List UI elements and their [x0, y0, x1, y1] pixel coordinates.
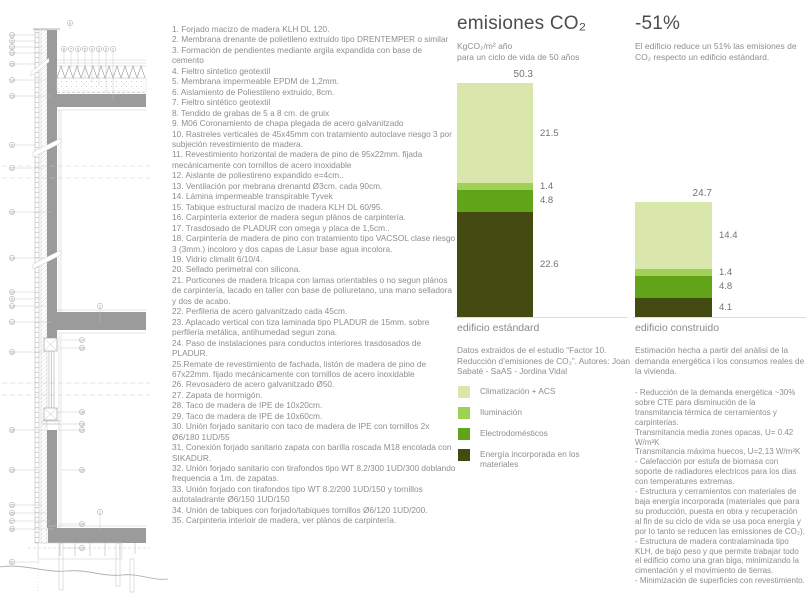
chart-title: emisiones CO₂: [457, 13, 587, 34]
svg-text:18: 18: [80, 410, 84, 415]
callout: [9, 77, 14, 82]
construction-detail-drawing: [0, 0, 172, 600]
note-item: Transmitancia máxima huecos, U=2.13 W/m²K: [635, 447, 801, 457]
callout: [9, 93, 14, 98]
legend-item: [458, 386, 605, 398]
legend-label: Electrodomésticos: [480, 428, 548, 438]
svg-text:9: 9: [69, 21, 71, 26]
bar-segment: [635, 276, 712, 298]
svg-text:6: 6: [77, 47, 79, 52]
roof-assembly: [57, 60, 146, 110]
materials-item: 30. Unión forjado sanitario con taco de madera de IPE con tornillos 2x Ø6/180 1UD/55: [172, 421, 430, 442]
materials-item: 21. Porticones de madera tricapa con lamas orientables o no segun plános de carpintería, lacado en taller con base de poliuretano, una mano selladora y dos de acabo.: [172, 274, 452, 306]
svg-text:25: 25: [10, 62, 14, 67]
svg-text:1: 1: [112, 47, 114, 52]
materials-item: 19. Vidrio climalit 6/10/4.: [172, 253, 263, 264]
callout: [9, 303, 14, 308]
callout: [75, 46, 80, 51]
materials-item: 13. Ventilación por mebrana drenantd Ø3cm. cada 90cm.: [172, 180, 383, 191]
svg-text:3: 3: [98, 47, 100, 52]
svg-text:14: 14: [10, 256, 14, 261]
materials-item: 27. Zapata de hormigón.: [172, 389, 263, 400]
svg-text:2: 2: [105, 47, 107, 52]
estimation-notes: [635, 388, 805, 586]
chart-lifecycle: para un ciclo de vida de 50 años: [457, 52, 580, 62]
callout: [9, 44, 14, 49]
callout: [9, 349, 14, 354]
svg-text:31: 31: [10, 560, 14, 565]
bar-segment: [635, 202, 712, 269]
callout: [9, 319, 14, 324]
legend-item: [458, 449, 605, 470]
svg-text:12: 12: [10, 45, 14, 50]
svg-text:10: 10: [10, 290, 14, 295]
legend-color-chip: [458, 428, 470, 440]
callout: [9, 510, 14, 515]
note-item: Transmitancia media zones opacas, U= 0.42 W/m²K: [635, 427, 794, 447]
materials-item: 22. Perfileria de acero galvanitzado cada 45cm.: [172, 306, 348, 317]
callout: [79, 337, 84, 342]
ground-line: [0, 566, 168, 579]
legend-label: Energía incorporada en los materiales: [480, 449, 580, 470]
svg-text:15: 15: [10, 210, 14, 215]
materials-item: 12. Aislante de poliestireno expandido e=4cm..: [172, 170, 344, 181]
materials-item: 20. Sellado perimetral con silicona.: [172, 264, 301, 275]
svg-text:13: 13: [10, 51, 14, 56]
svg-text:15: 15: [10, 468, 14, 473]
svg-text:1: 1: [99, 304, 101, 309]
bar-segment: [457, 212, 533, 317]
materials-item: 4. Fieltro sintetico geotextil: [172, 65, 271, 76]
svg-text:20: 20: [80, 428, 84, 433]
materials-item: 18. Carpintería de madera de pino con tratamiento tipo VACSOL clase riesgo 3 (3mm.) incoloro y dos capas de Lasur base agua incolora.: [172, 233, 456, 254]
wall-assembly: [33, 29, 61, 543]
materials-item: 11. Revestimiento horizontal de madera de pino de 95x22mm. fijada mecánicamente con tornillos de acero inoxidable: [172, 149, 423, 170]
bar-segment: [457, 83, 533, 183]
svg-text:15: 15: [10, 94, 14, 99]
baseline: [633, 317, 806, 318]
segment-value-label: 21.5: [540, 127, 559, 139]
baseline: [455, 317, 628, 318]
note-item: - Estructura y cerramientos con materiales de baja energía incorporada (materiales que para su producción, puesta en obra y recuperación al fin de su ciclo de vida se usa poca energía y por lo tanto se reducen las emissiones de CO₂).: [635, 487, 805, 536]
svg-text:22: 22: [10, 503, 14, 508]
reduction-text: El edificio reduce un 51% las emisiones de CO₂ respecto un edificio estándard.: [635, 41, 797, 63]
svg-text:8: 8: [63, 47, 65, 52]
bar-segment: [457, 190, 533, 212]
legend-color-chip: [458, 407, 470, 419]
svg-text:35: 35: [80, 468, 84, 473]
bar-total-label: 50.3: [513, 69, 533, 81]
note-item: - Estructura de madera contralaminada tipo KLH, de bajo peso y que permite trabajar todo el edificio como una gran biga, minimizando la cimentación y el movimiento de tierras.: [635, 536, 800, 576]
callout: [79, 427, 84, 432]
source-note: Datos extraidos de el estudio “Factor 10. Reducción d’emisiones de CO₂”. Autores: Joan Sabaté - SaAS - Jordina Vidal: [457, 345, 630, 377]
callout: [9, 255, 14, 260]
svg-text:28: 28: [10, 527, 14, 532]
segment-value-label: 14.4: [719, 230, 738, 242]
callout: [103, 46, 108, 51]
estimation-intro: Estimación hecha a partir del anàlisi de la demanda energética i los consumos reales de la vivienda.: [635, 345, 805, 377]
materials-item: 26. Revosadero de acero galvanitzado Ø50.: [172, 379, 335, 390]
materials-item: 31. Conexión forjado sanitario zapata con barilla roscada M18 encolada con SIKADUR.: [172, 442, 452, 463]
foundation: [0, 526, 168, 593]
materials-item: 34. Unión de tabiques con forjado/tabiques tornillos Ø6/120 1UD/200.: [172, 504, 428, 515]
materials-item: 32. Unión forjado sanitario con tirafondos tipo WT 8.2/300 1UD/300 doblando frequencia a 1m. de zapatas.: [172, 463, 456, 484]
chart-units: KgCO₂/m² año: [457, 41, 513, 51]
materials-legend-list: [172, 24, 456, 526]
svg-text:23: 23: [80, 346, 84, 351]
svg-text:13: 13: [10, 304, 14, 309]
callout: [9, 518, 14, 523]
callout: [82, 46, 87, 51]
callout: [9, 142, 14, 147]
svg-text:11: 11: [10, 39, 14, 44]
callout: [79, 467, 84, 472]
svg-text:12: 12: [10, 320, 14, 325]
callout: [79, 409, 84, 414]
callout: [79, 345, 84, 350]
segment-value-label: 1.4: [540, 180, 554, 192]
legend-item: [458, 428, 605, 440]
chart-legend: [458, 386, 605, 479]
callout: [89, 46, 94, 51]
bar-segment: [635, 298, 712, 317]
svg-text:7: 7: [70, 47, 72, 52]
materials-item: 14. Lámina impermeable transpirable Tyvek: [172, 191, 333, 202]
segment-value-label: 22.6: [540, 258, 559, 270]
materials-item: 7. Fieltro sintético geotextil: [172, 97, 271, 108]
materials-item: 28. Taco de madera de IPE de 10x20cm.: [172, 400, 323, 411]
callout: [79, 421, 84, 426]
svg-text:19: 19: [80, 422, 84, 427]
reduction-headline: -51%: [635, 13, 681, 34]
segment-value-label: 4.1: [719, 301, 733, 313]
materials-item: 29. Taco de madera de IPE de 10x60cm.: [172, 410, 323, 421]
callout: [97, 303, 102, 308]
materials-item: 23. Aplacado vertical con tiza laminada tipo PLADUR de 15mm. sobre perfileria metálica, antihumedad segun zona.: [172, 316, 430, 338]
legend-color-chip: [458, 449, 470, 461]
callout: [79, 545, 84, 550]
materials-item: 17. Trasdosado de PLADUR con omega y placa de 1,5cm..: [172, 222, 390, 233]
materials-item: 35. Carpinteria interioir de madera, ver plános de carpintería.: [172, 515, 397, 526]
callout: [9, 296, 14, 301]
note-item: - Calefacción por estufa de biomasa con soporte de radiadores electricos para los dias con temperatures extremas.: [635, 457, 797, 487]
svg-text:30: 30: [80, 522, 84, 527]
callout: [9, 526, 14, 531]
callout: [9, 38, 14, 43]
bar-total-label: 24.7: [692, 188, 712, 200]
bar-edificio-construido: [635, 188, 738, 317]
svg-text:16: 16: [10, 350, 14, 355]
materials-item: 25.Remate de revestimiento de fachada, listón de madera de pino de 67x22mm. fijado mecánicamente con tornillos de acero inoxidable: [172, 358, 427, 379]
callout: [9, 467, 14, 472]
callout: [79, 521, 84, 526]
legend-label: Climatización + ACS: [480, 386, 556, 396]
callout: [9, 502, 14, 507]
segment-value-label: 4.8: [719, 281, 733, 293]
callout: [67, 20, 72, 25]
bar-segment: [635, 269, 712, 276]
callout: [96, 46, 101, 51]
callout: [9, 50, 14, 55]
materials-item: 1. Forjado macizo de madera KLH DL 120.: [172, 24, 330, 34]
legend-color-chip: [458, 386, 470, 398]
svg-text:26: 26: [10, 511, 14, 516]
callout: [9, 209, 14, 214]
materials-item: 5. Membrana impermeable EPDM de 1,2mm.: [172, 76, 339, 87]
materials-item: 3. Formación de pendientes mediante argila expandida con base de cemento: [172, 44, 422, 66]
materials-item: 8. Tendido de grabas de 5 a 8 cm. de gruix: [172, 107, 330, 118]
legend-item: [458, 407, 605, 419]
legend-label: Iluminación: [480, 407, 522, 417]
callout: [61, 46, 66, 51]
materials-item: 10. Rastreles verticales de 45x45mm con tratamiento autoclave riesgo 3 por subjeción revestimiento de madera.: [172, 128, 452, 149]
svg-text:33: 33: [80, 546, 84, 551]
materials-item: 2. Membrana drenante de polietileno extruido tipo DRENTEMPER o similar: [172, 34, 449, 45]
materials-item: 9. M06 Coronamiento de chapa plegada de acero galvanitzado: [172, 118, 404, 129]
callout: [9, 32, 14, 37]
materials-item: 15. Tabique estructural macizo de madera KLH DL 60/95.: [172, 201, 383, 212]
callout: [9, 289, 14, 294]
materials-item: 6. Aislamiento de Poliestileno extruido, 8cm.: [172, 86, 335, 97]
svg-text:18: 18: [10, 428, 14, 433]
svg-text:5: 5: [84, 47, 86, 52]
materials-item: 16. Carpintería exterior de madera segun plános de carpintería.: [172, 212, 406, 223]
note-item: - Reducción de la demanda energética ~30% sobre CTE para disminución de la transmitancia térmica de cerramientos y carpinterias.: [635, 388, 796, 427]
category-label-standard: edificio estándard: [457, 322, 540, 334]
svg-text:27: 27: [10, 519, 14, 524]
svg-text:12: 12: [10, 166, 14, 171]
segment-value-label: 4.8: [540, 195, 554, 207]
callout: [9, 559, 14, 564]
svg-text:14: 14: [10, 78, 14, 83]
callout: [9, 61, 14, 66]
svg-text:11: 11: [10, 297, 14, 302]
floor-slab: [57, 310, 146, 333]
callout: [9, 427, 14, 432]
category-label-built: edificio construido: [635, 322, 720, 334]
svg-text:4: 4: [91, 47, 93, 52]
bar-edificio-estandard: [457, 69, 559, 317]
bar-segment: [457, 183, 533, 190]
section-break-marks: [2, 58, 150, 395]
note-item: - Minimización de superficies con revestimiento.: [635, 576, 805, 586]
callout: [9, 165, 14, 170]
callout: [110, 46, 115, 51]
svg-text:1: 1: [99, 510, 101, 515]
segment-value-label: 1.4: [719, 266, 733, 278]
svg-text:17: 17: [80, 338, 84, 343]
callout: [68, 46, 73, 51]
svg-text:10: 10: [10, 33, 14, 38]
materials-item: 24. Paso de instalaciones para conductos interiores trasdosados de PLADUR.: [172, 337, 422, 359]
materials-item: 33. Unión forjado con tirafondos tipo WT 8.2/200 1UD/150 y tornillos autotaladrante Ø6/150 1UD/150: [172, 483, 423, 505]
svg-text:11: 11: [10, 143, 14, 148]
callout: [97, 509, 102, 514]
